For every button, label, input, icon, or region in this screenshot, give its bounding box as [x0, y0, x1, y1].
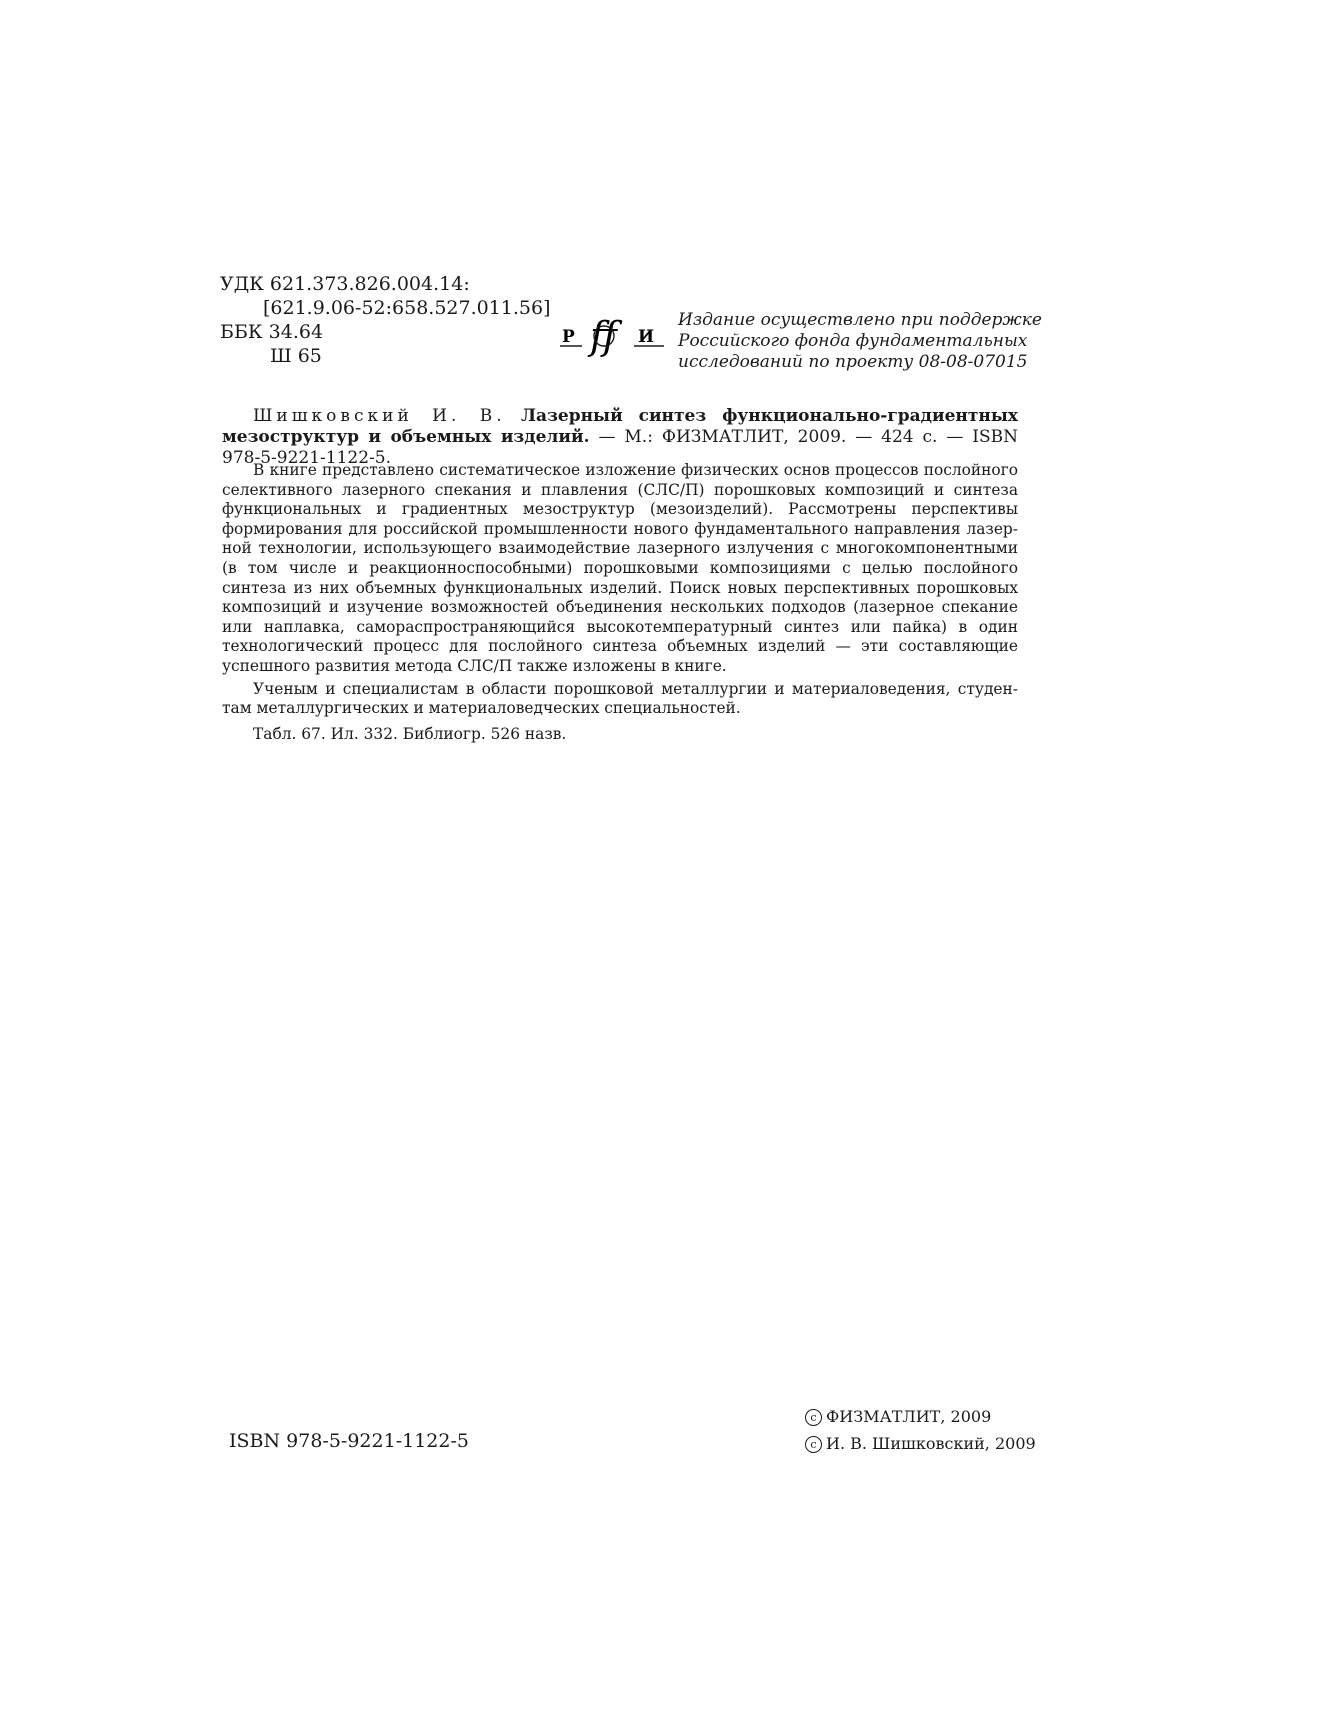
citation-title: Лазерный синтез функционально-градиентных мезоструктур и объемных изделий.	[222, 406, 1019, 447]
funding-note-line: Российского фонда фундаментальных	[678, 331, 1028, 351]
copyright-line	[805, 1403, 1036, 1430]
copyright-publisher: ФИЗМАТЛИТ, 2009	[826, 1407, 992, 1426]
abstract	[222, 461, 1018, 744]
citation-author: Шишковский И. В.	[253, 406, 506, 426]
copyright-line	[805, 1430, 1036, 1457]
funding-note-line: Издание осуществлено при поддержке	[678, 310, 1042, 330]
author-mark: Ш 65	[270, 345, 322, 367]
abstract-paragraph: В книге представлено систематическое изложение физических основ процессов послойного селективного лазерного спекания и плавления (СЛС/П) порошковых композиций и синтеза функциональных и градиентных мезоструктур (мезоизделий). Рассмотрены перспективы формирования для российской промышленности нового фундаментального направления лазерной технологии, использующего взаимодействие лазерного излучения с многокомпонентными (в том числе и реакционноспособными) порошковыми композициями с целью послойного синтеза из них объемных функциональных изделий. Поиск новых перспективных порошковых композиций и изучение возможностей объединения нескольких подходов (лазерное спекание или наплавка, самораспространяющийся высокотемпературный синтез или пайка) в один технологический процесс для послойного синтеза объемных изделий — эти составляющие успешного развития метода СЛС/П также изложены в книге.	[222, 461, 1018, 675]
bibliographic-citation	[222, 406, 1018, 469]
rffi-logo	[560, 307, 670, 369]
book-stats: Табл. 67. Ил. 332. Библиогр. 526 назв.	[253, 724, 567, 743]
bbk-code: ББК 34.64	[220, 321, 324, 343]
copyright-icon: c	[805, 1409, 822, 1426]
udk-code: УДК 621.373.826.004.14:	[220, 273, 470, 295]
rffi-logo-letter-i: И	[638, 327, 655, 347]
classification-block	[220, 272, 551, 368]
copyright-author: И. В. Шишковский, 2009	[826, 1434, 1036, 1453]
udk-code-continuation: [621.9.06-52:658.527.011.56]	[263, 297, 551, 319]
copyright-block	[805, 1403, 1036, 1457]
funding-note-line: исследований по проекту 08-08-07015	[678, 352, 1028, 372]
citation-publication: — М.: ФИЗМАТЛИТ, 2009. — 424 с. — ISBN 978-5-9221-1122-5.	[222, 427, 1018, 468]
rffi-logo-letter-r: Р	[562, 327, 575, 347]
audience-paragraph: Ученым и специалистам в области порошковой металлургии и материаловедения, студентам металлургических и материаловедческих специальностей.	[222, 679, 1018, 718]
copyright-icon: c	[805, 1436, 822, 1453]
isbn: ISBN 978-5-9221-1122-5	[229, 1430, 469, 1452]
funding-note	[678, 310, 1042, 373]
rffi-logo-ff-glyph: ff	[590, 314, 617, 358]
